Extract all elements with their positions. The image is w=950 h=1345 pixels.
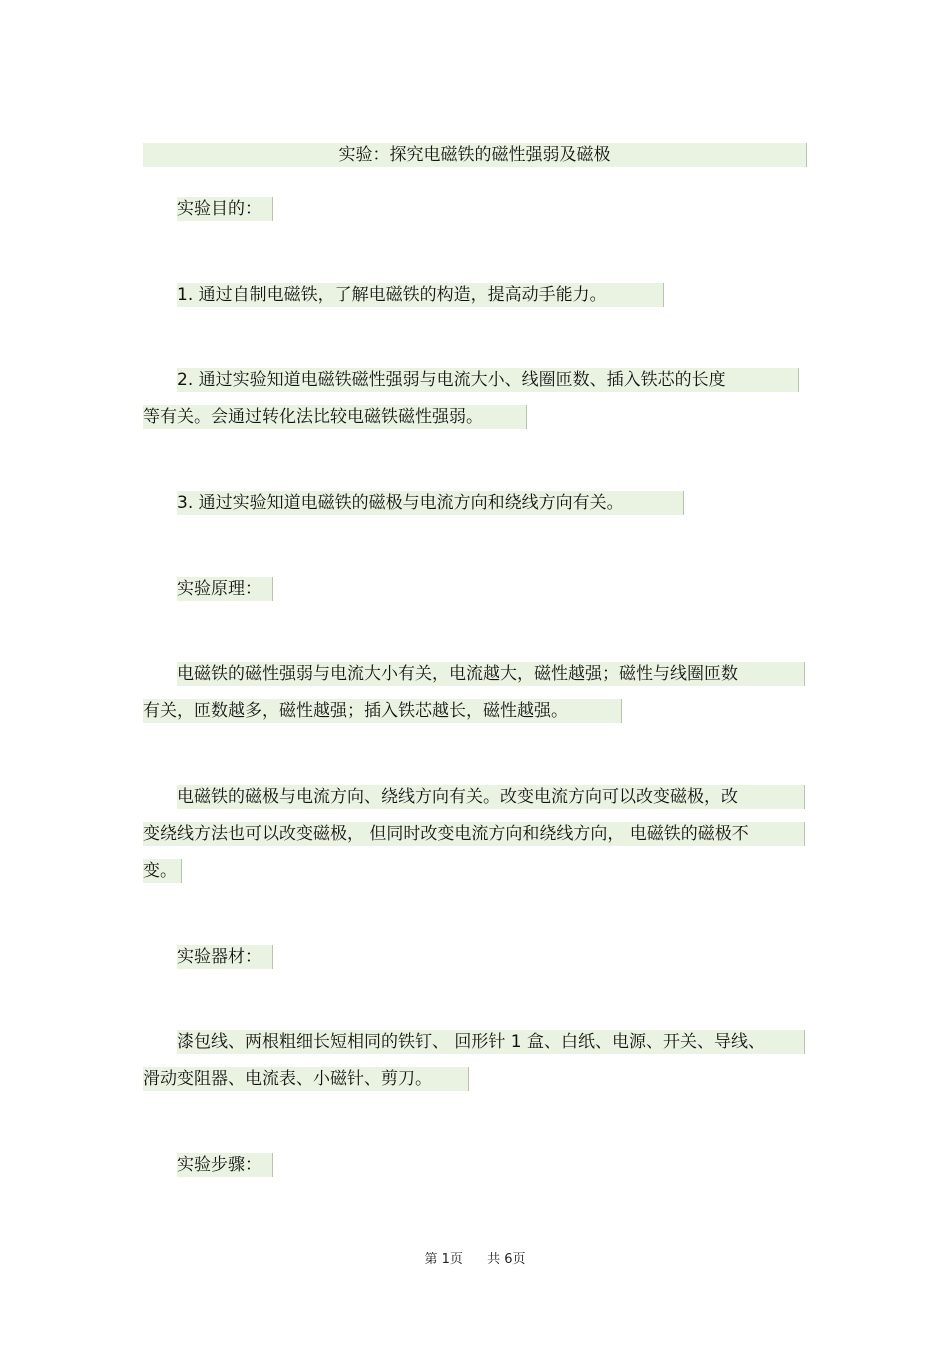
page-footer (0, 1248, 950, 1267)
purpose-item-2-line-1: 2. 通过实验知道电磁铁磁性强弱与电流大小、线圈匝数、插入铁芯的长度 (177, 368, 799, 392)
page-number: 第 1页 (424, 1252, 463, 1267)
principle-para-2-line-1: 电磁铁的磁极与电流方向、绕线方向有关。改变电流方向可以改变磁极，改 (177, 785, 805, 809)
equipment-heading: 实验器材： (177, 945, 273, 969)
equipment-line-2: 滑动变阻器、电流表、小磁针、剪刀。 (143, 1067, 469, 1091)
principle-para-1-line-2: 有关，匝数越多，磁性越强；插入铁芯越长，磁性越强。 (143, 699, 622, 723)
purpose-item-2-line-2: 等有关。会通过转化法比较电磁铁磁性强弱。 (143, 405, 527, 429)
principle-para-2-line-3: 变。 (143, 859, 182, 883)
principle-para-2-line-2: 变绕线方法也可以改变磁极， 但同时改变电流方向和绕线方向， 电磁铁的磁极不 (143, 822, 805, 846)
purpose-item-3: 3. 通过实验知道电磁铁的磁极与电流方向和绕线方向有关。 (177, 491, 684, 515)
steps-heading: 实验步骤： (177, 1153, 273, 1177)
principle-para-1-line-1: 电磁铁的磁性强弱与电流大小有关，电流越大，磁性越强；磁性与线圈匝数 (177, 662, 805, 686)
principle-heading: 实验原理： (177, 577, 273, 601)
page-total: 共 6页 (487, 1252, 526, 1267)
equipment-line-1: 漆包线、两根粗细长短相同的铁钉、 回形针 1 盒、白纸、电源、开关、导线、 (177, 1030, 805, 1054)
document-title: 实验：探究电磁铁的磁性强弱及磁极 (143, 143, 807, 167)
purpose-heading: 实验目的： (177, 197, 273, 221)
purpose-item-1: 1. 通过自制电磁铁，了解电磁铁的构造，提高动手能力。 (177, 283, 664, 307)
